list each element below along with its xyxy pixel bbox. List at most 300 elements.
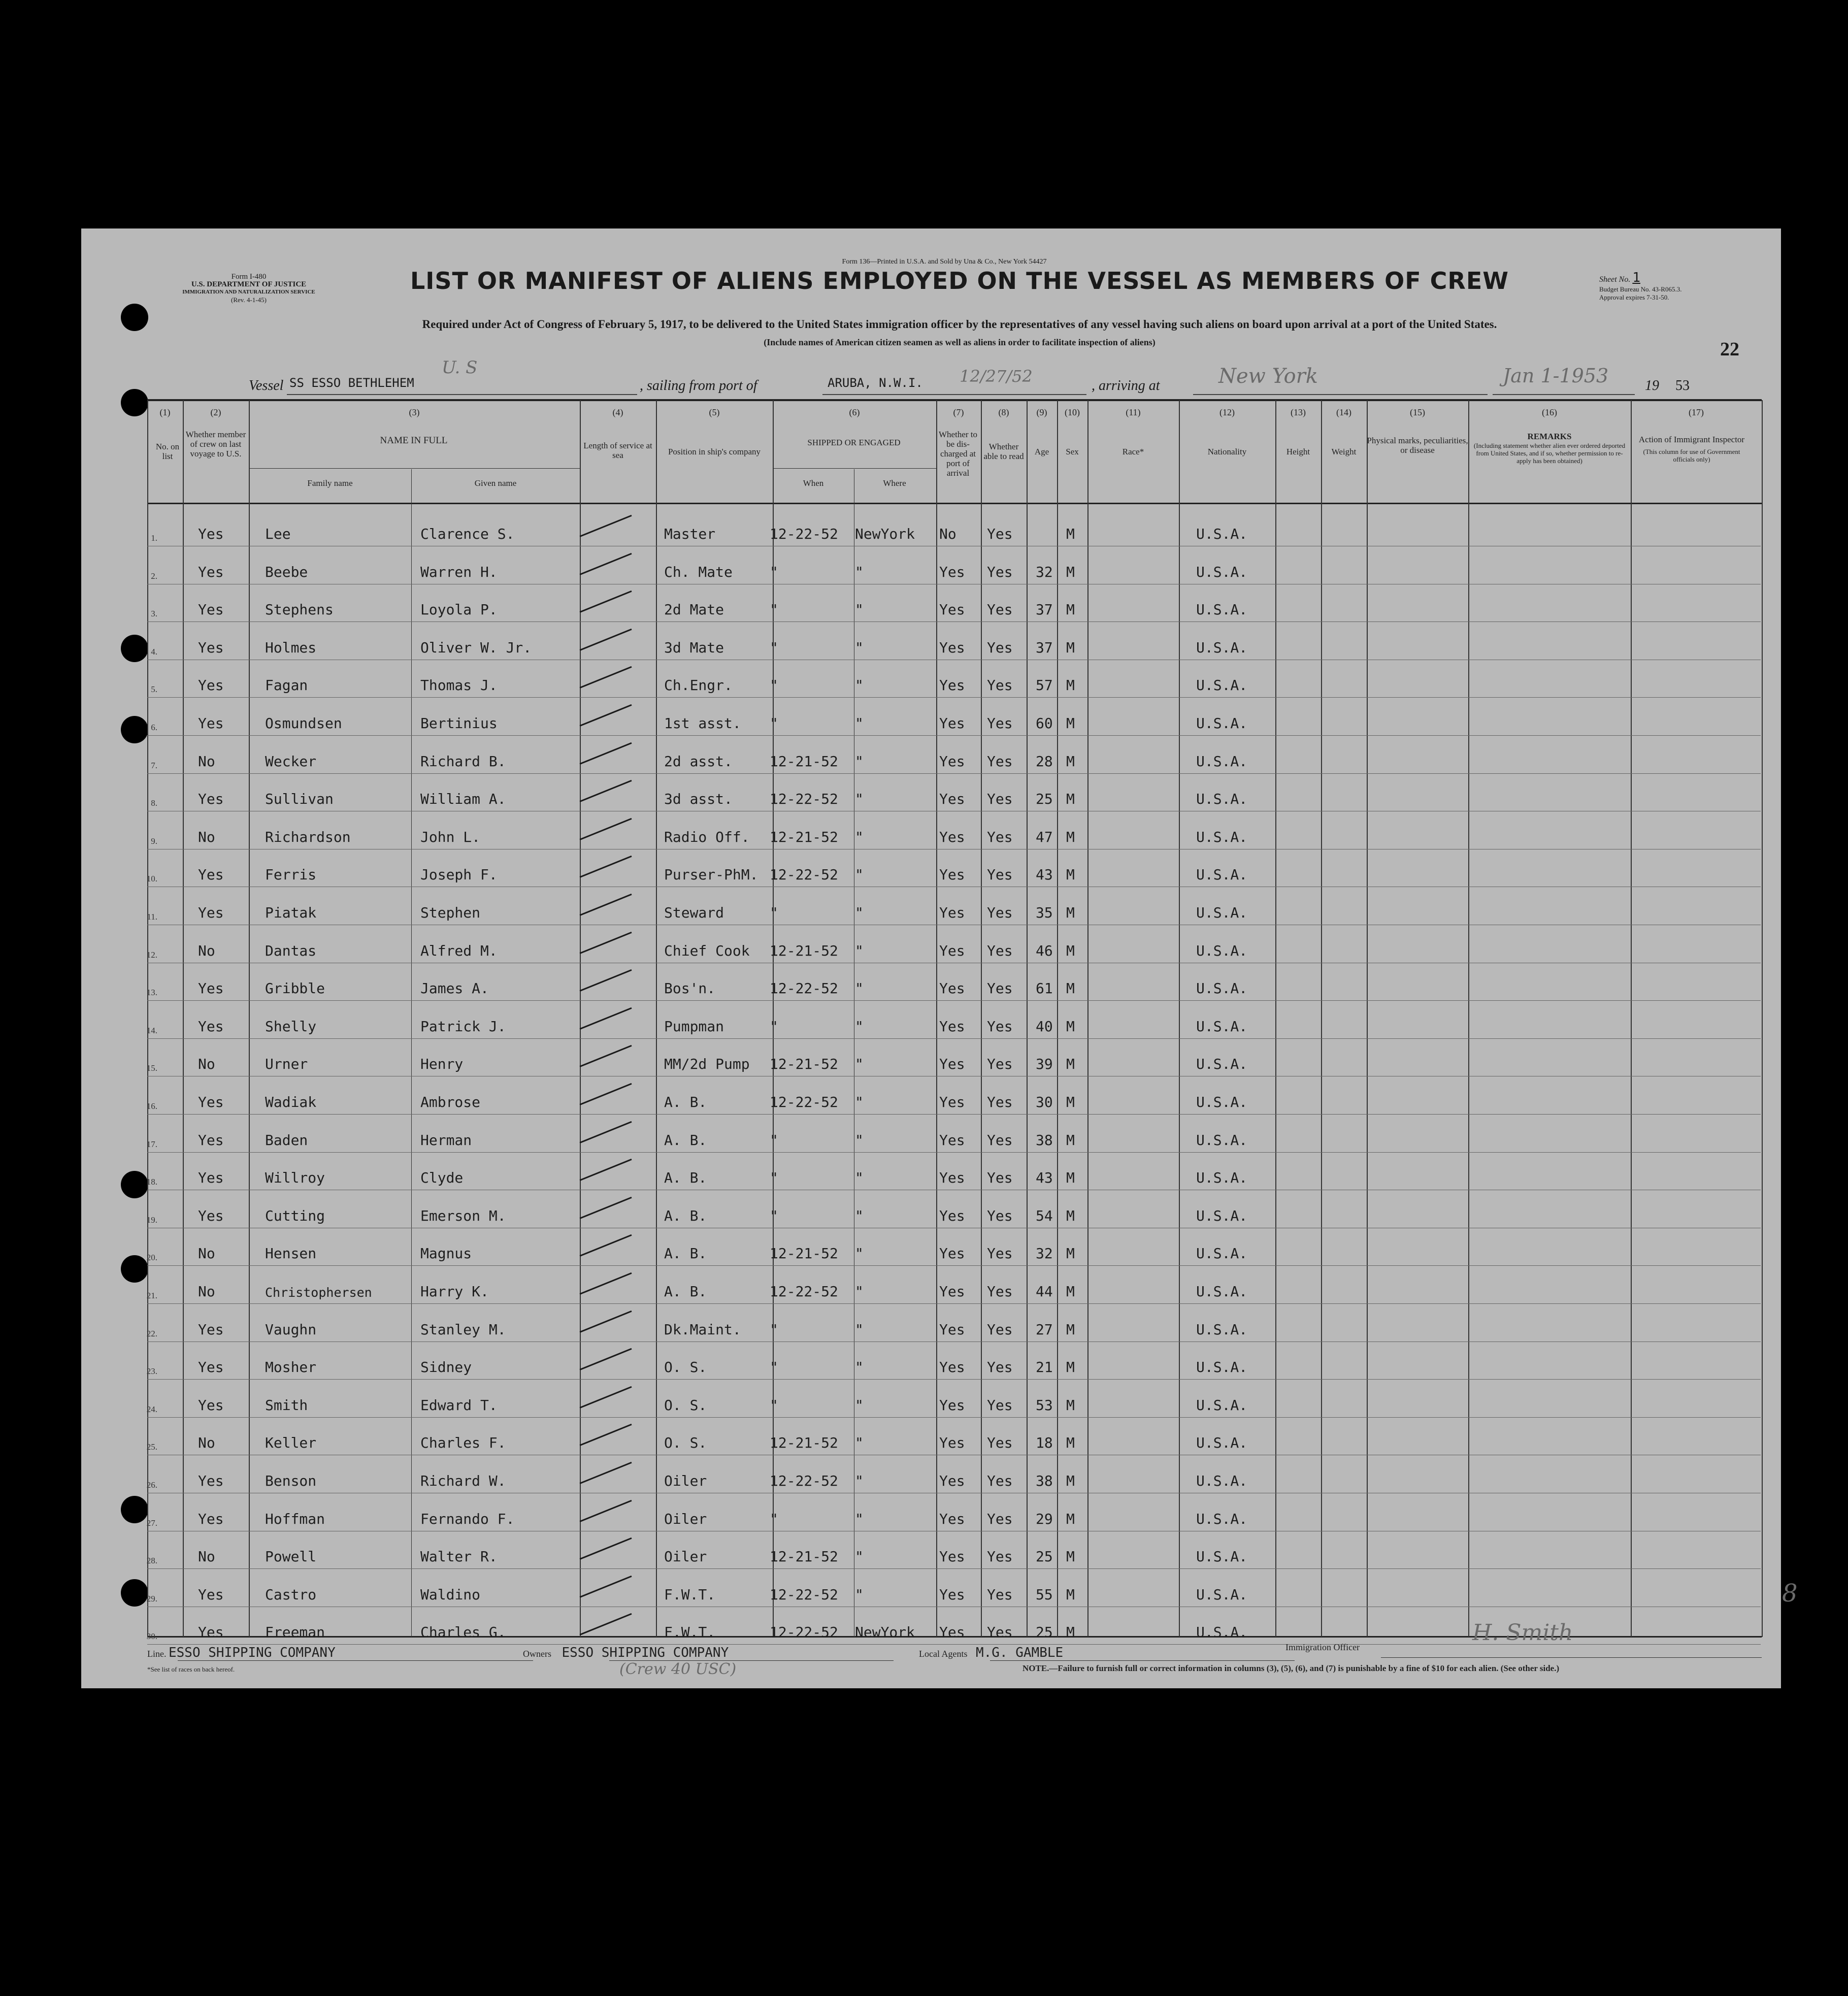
member-cell: Yes <box>198 1169 224 1187</box>
column-number: (16) <box>1542 407 1557 417</box>
discharged-cell: Yes <box>939 1473 965 1489</box>
able-to-read-cell: Yes <box>987 1473 1013 1489</box>
given-name-cell: William A. <box>420 791 506 808</box>
footer-note: NOTE.—Failure to furnish full or correct information in columns (3), (5), (6), and (7) is punishable by a fine of $10 for each alien. (See other side.) <box>1022 1663 1560 1673</box>
row-number: 21. <box>146 1291 157 1300</box>
when-cell: 12-21-52 <box>770 1056 838 1073</box>
age-cell: 35 <box>1036 904 1053 921</box>
able-to-read-cell: Yes <box>987 1207 1013 1224</box>
where-cell: " <box>855 904 864 921</box>
where-cell: " <box>855 752 864 770</box>
table-row <box>81 812 1781 849</box>
position-cell: Ch. Mate <box>664 563 733 580</box>
where-cell: " <box>855 1510 864 1527</box>
member-cell: Yes <box>198 1094 224 1110</box>
position-cell: Master <box>664 526 716 542</box>
service-tick-mark <box>579 666 632 689</box>
where-cell: " <box>855 1548 864 1565</box>
given-name-cell: Sidney <box>420 1359 472 1376</box>
table-row <box>81 509 1781 546</box>
discharged-cell: Yes <box>939 1131 965 1149</box>
where-cell: " <box>855 1245 864 1262</box>
when-cell: 12-22-52 <box>770 1473 838 1489</box>
where-cell: " <box>855 1169 864 1187</box>
when-cell: " <box>770 1321 778 1338</box>
where-cell: " <box>855 563 864 580</box>
table-row <box>81 1342 1781 1380</box>
line-underline <box>178 1660 533 1661</box>
dept-service: IMMIGRATION AND NATURALIZATION SERVICE <box>182 289 315 295</box>
shipped-subheader-rule <box>773 468 936 469</box>
nationality-cell: U.S.A. <box>1196 1094 1248 1110</box>
vessel-name: SS ESSO BETHLEHEM <box>289 376 414 390</box>
sex-cell: M <box>1066 1396 1075 1414</box>
discharged-cell: Yes <box>939 1434 965 1452</box>
position-cell: 3d Mate <box>664 639 724 656</box>
family-name-cell: Shelly <box>265 1018 317 1035</box>
footer-owners <box>523 1645 729 1660</box>
given-name-cell: Oliver W. Jr. <box>420 639 532 656</box>
given-name-cell: Thomas J. <box>420 677 498 694</box>
able-to-read-cell: Yes <box>987 1018 1013 1035</box>
owners-label: Owners <box>523 1649 551 1659</box>
service-tick-mark <box>579 856 632 878</box>
where-cell: " <box>855 639 864 656</box>
given-name-cell: Warren H. <box>420 563 498 580</box>
races-note: *See list of races on back hereof. <box>147 1665 235 1673</box>
row-number: 14. <box>146 1025 157 1035</box>
age-cell: 18 <box>1036 1434 1053 1452</box>
given-name-cell: Emerson M. <box>420 1207 506 1224</box>
age-cell: 21 <box>1036 1359 1053 1376</box>
member-cell: Yes <box>198 563 224 580</box>
sex-cell: M <box>1066 1321 1075 1338</box>
service-tick-mark <box>579 552 632 575</box>
nationality-cell: U.S.A. <box>1196 1359 1248 1376</box>
when-cell: " <box>770 639 778 656</box>
nationality-cell: U.S.A. <box>1196 904 1248 921</box>
page-number: 22 <box>1720 339 1739 360</box>
age-cell: 25 <box>1036 1548 1053 1565</box>
service-tick-mark <box>579 742 632 764</box>
given-name-cell: Clyde <box>420 1169 464 1187</box>
table-row <box>81 1191 1781 1228</box>
service-tick-mark <box>579 780 632 802</box>
position-cell: A. B. <box>664 1245 707 1262</box>
able-to-read-cell: Yes <box>987 1434 1013 1452</box>
column-number: (7) <box>953 407 964 417</box>
header-family-name: Family name <box>307 478 353 488</box>
member-cell: Yes <box>198 1321 224 1338</box>
form-subtitle: Required under Act of Congress of February 5, 1917, to be delivered to the United States immigration officer by the representatives of any vessel having such aliens on board upon arrival at a port of the United States. <box>422 318 1497 331</box>
position-cell: Oiler <box>664 1548 707 1565</box>
nationality-cell: U.S.A. <box>1196 1473 1248 1489</box>
where-cell: " <box>855 828 864 845</box>
owners-handwritten: (Crew 40 USC) <box>619 1660 737 1678</box>
service-tick-mark <box>579 1310 632 1332</box>
table-row <box>81 1569 1781 1607</box>
member-cell: Yes <box>198 1018 224 1035</box>
where-cell: " <box>855 1321 864 1338</box>
header-action-detail: (This column for use of Government officials only) <box>1643 448 1740 463</box>
when-cell: " <box>770 1207 778 1224</box>
header-shipped-engaged: SHIPPED OR ENGAGED <box>807 438 901 447</box>
nationality-cell: U.S.A. <box>1196 1056 1248 1073</box>
footer-line <box>147 1645 336 1660</box>
member-cell: Yes <box>198 791 224 808</box>
family-name-cell: Hoffman <box>265 1510 325 1527</box>
discharged-cell: No <box>939 526 956 542</box>
name-subheader-rule <box>249 468 580 469</box>
age-cell: 27 <box>1036 1321 1053 1338</box>
header-action: Action of Immigrant Inspector <box>1638 435 1745 444</box>
row-number: 29. <box>146 1593 157 1604</box>
corner-mark: 8 <box>1782 1579 1798 1608</box>
where-cell: " <box>855 677 864 694</box>
age-cell: 46 <box>1036 942 1053 959</box>
nationality-cell: U.S.A. <box>1196 677 1248 694</box>
age-cell: 60 <box>1036 715 1053 732</box>
given-name-cell: Waldino <box>420 1586 481 1603</box>
family-name-cell: Ferris <box>265 866 317 884</box>
discharged-cell: Yes <box>939 752 965 770</box>
able-to-read-cell: Yes <box>987 1624 1013 1641</box>
position-cell: Chief Cook <box>664 942 750 959</box>
age-cell: 38 <box>1036 1473 1053 1489</box>
family-name-cell: Osmundsen <box>265 715 342 732</box>
where-cell: " <box>855 601 864 618</box>
discharged-cell: Yes <box>939 1586 965 1603</box>
able-to-read-cell: Yes <box>987 1169 1013 1187</box>
row-number: 4. <box>151 646 157 657</box>
table-row <box>81 1001 1781 1039</box>
column-number: (10) <box>1065 407 1080 417</box>
discharged-cell: Yes <box>939 1056 965 1073</box>
row-number: 17. <box>146 1139 157 1149</box>
column-number: (17) <box>1689 407 1704 417</box>
table-row <box>81 926 1781 963</box>
nationality-cell: U.S.A. <box>1196 639 1248 656</box>
given-name-cell: James A. <box>420 980 489 997</box>
service-tick-mark <box>579 704 632 727</box>
age-cell: 32 <box>1036 563 1053 580</box>
position-cell: F.W.T. <box>664 1586 716 1603</box>
family-name-cell: Richardson <box>265 828 351 845</box>
sex-cell: M <box>1066 942 1075 959</box>
where-cell: NewYork <box>855 526 915 542</box>
line-label: Line. <box>147 1649 167 1659</box>
given-name-cell: Joseph F. <box>420 866 498 884</box>
officer-label: Immigration Officer <box>1285 1642 1360 1652</box>
nationality-cell: U.S.A. <box>1196 1586 1248 1603</box>
discharged-cell: Yes <box>939 715 965 732</box>
row-number: 23. <box>146 1366 157 1377</box>
service-tick-mark <box>579 1045 632 1067</box>
row-number: 18. <box>146 1177 157 1187</box>
member-cell: No <box>198 1056 215 1073</box>
table-row <box>81 1531 1781 1569</box>
given-name-cell: John L. <box>420 828 481 845</box>
family-name-cell: Beebe <box>265 563 308 580</box>
column-number: (13) <box>1291 407 1306 417</box>
able-to-read-cell: Yes <box>987 677 1013 694</box>
row-number: 9. <box>151 836 157 846</box>
year-suffix: 53 <box>1675 378 1690 394</box>
row-number: 25. <box>146 1442 157 1452</box>
table-header-rule <box>147 503 1762 504</box>
nationality-cell: U.S.A. <box>1196 1321 1248 1338</box>
discharged-cell: Yes <box>939 1094 965 1110</box>
service-tick-mark <box>579 1499 632 1522</box>
table-row <box>81 1039 1781 1076</box>
header-nationality: Nationality <box>1207 447 1247 456</box>
row-number: 7. <box>151 760 157 770</box>
member-cell: Yes <box>198 980 224 997</box>
sex-cell: M <box>1066 1473 1075 1489</box>
family-name-cell: Cutting <box>265 1207 325 1224</box>
sex-cell: M <box>1066 828 1075 845</box>
given-name-cell: Charles G. <box>420 1624 506 1641</box>
footer-agents <box>919 1645 1063 1660</box>
when-cell: 12-22-52 <box>770 1283 838 1300</box>
column-number: (1) <box>159 407 171 417</box>
age-cell: 39 <box>1036 1056 1053 1073</box>
discharged-cell: Yes <box>939 1548 965 1565</box>
sex-cell: M <box>1066 1131 1075 1149</box>
family-name-cell: Smith <box>265 1396 308 1414</box>
row-number: 13. <box>146 988 157 998</box>
sex-cell: M <box>1066 1094 1075 1110</box>
service-tick-mark <box>579 1576 632 1598</box>
able-to-read-cell: Yes <box>987 1245 1013 1262</box>
form-dept-block <box>142 273 355 304</box>
discharged-cell: Yes <box>939 677 965 694</box>
given-name-cell: Bertinius <box>420 715 498 732</box>
position-cell: O. S. <box>664 1396 707 1414</box>
row-number: 6. <box>151 723 157 732</box>
member-cell: Yes <box>198 1359 224 1376</box>
member-cell: Yes <box>198 677 224 694</box>
position-cell: A. B. <box>664 1283 707 1300</box>
nationality-cell: U.S.A. <box>1196 1283 1248 1300</box>
discharged-cell: Yes <box>939 1245 965 1262</box>
family-name-cell: Gribble <box>265 980 325 997</box>
able-to-read-cell: Yes <box>987 1548 1013 1565</box>
when-cell: " <box>770 904 778 921</box>
nationality-cell: U.S.A. <box>1196 1396 1248 1414</box>
row-number: 24. <box>146 1404 157 1414</box>
service-tick-mark <box>579 1272 632 1295</box>
service-tick-mark <box>579 1121 632 1143</box>
family-name-cell: Willroy <box>265 1169 325 1187</box>
given-name-cell: Henry <box>420 1056 464 1073</box>
column-number: (5) <box>709 407 720 417</box>
position-cell: Ch.Engr. <box>664 677 733 694</box>
header-weight: Weight <box>1331 447 1357 456</box>
discharged-cell: Yes <box>939 828 965 845</box>
age-cell: 40 <box>1036 1018 1053 1035</box>
header-remarks: REMARKS <box>1527 432 1572 441</box>
vessel-underline <box>287 394 637 395</box>
where-cell: " <box>855 1396 864 1414</box>
where-cell: " <box>855 715 864 732</box>
when-cell: 12-21-52 <box>770 1245 838 1262</box>
service-tick-mark <box>579 1083 632 1105</box>
able-to-read-cell: Yes <box>987 828 1013 845</box>
table-row <box>81 1456 1781 1493</box>
sex-cell: M <box>1066 1586 1075 1603</box>
able-to-read-cell: Yes <box>987 715 1013 732</box>
port-underline <box>822 394 1086 395</box>
family-name-cell: Holmes <box>265 639 317 656</box>
discharged-cell: Yes <box>939 1510 965 1527</box>
row-number: 15. <box>146 1063 157 1073</box>
nationality-cell: U.S.A. <box>1196 980 1248 997</box>
sex-cell: M <box>1066 1283 1075 1300</box>
member-cell: Yes <box>198 1624 224 1641</box>
owners-value: ESSO SHIPPING COMPANY <box>562 1645 729 1660</box>
table-row <box>81 1077 1781 1115</box>
sex-cell: M <box>1066 866 1075 884</box>
header-race: Race* <box>1122 447 1144 456</box>
nationality-cell: U.S.A. <box>1196 1434 1248 1452</box>
discharged-cell: Yes <box>939 1169 965 1187</box>
column-number: (15) <box>1410 407 1425 417</box>
when-cell: " <box>770 563 778 580</box>
agents-label: Local Agents <box>919 1649 968 1659</box>
sailing-label: , sailing from port of <box>640 378 757 394</box>
dept-name: U.S. DEPARTMENT OF JUSTICE <box>191 280 307 288</box>
row-number: 12. <box>146 950 157 960</box>
service-tick-mark <box>579 931 632 954</box>
family-name-cell: Wecker <box>265 752 317 770</box>
row-number: 11. <box>147 912 157 922</box>
service-tick-mark <box>579 1424 632 1446</box>
able-to-read-cell: Yes <box>987 791 1013 808</box>
able-to-read-cell: Yes <box>987 752 1013 770</box>
able-to-read-cell: Yes <box>987 1586 1013 1603</box>
form-id: Form I-480 <box>231 273 267 281</box>
header-no-on-list: No. on list <box>155 442 180 461</box>
sheet-info <box>1599 270 1752 302</box>
service-tick-mark <box>579 629 632 651</box>
discharged-cell: Yes <box>939 791 965 808</box>
able-to-read-cell: Yes <box>987 866 1013 884</box>
family-name-cell: Stephens <box>265 601 334 618</box>
when-cell: 12-22-52 <box>770 1624 838 1641</box>
able-to-read-cell: Yes <box>987 639 1013 656</box>
sheet-label: Sheet No. <box>1599 275 1631 284</box>
service-tick-mark <box>579 818 632 840</box>
position-cell: Oiler <box>664 1473 707 1489</box>
given-name-cell: Herman <box>420 1131 472 1149</box>
where-cell: " <box>855 980 864 997</box>
year-prefix: 19 <box>1645 378 1659 394</box>
where-cell: " <box>855 1586 864 1603</box>
sex-cell: M <box>1066 752 1075 770</box>
where-cell: " <box>855 1018 864 1035</box>
agents-underline <box>990 1660 1295 1661</box>
given-name-cell: Stanley M. <box>420 1321 506 1338</box>
header-when: When <box>803 478 824 488</box>
when-cell: 12-21-52 <box>770 1434 838 1452</box>
where-cell: " <box>855 1359 864 1376</box>
nationality-cell: U.S.A. <box>1196 1624 1248 1641</box>
sex-cell: M <box>1066 601 1075 618</box>
table-row <box>81 1266 1781 1304</box>
age-cell: 32 <box>1036 1245 1053 1262</box>
header-name-in-full: NAME IN FULL <box>380 435 448 446</box>
able-to-read-cell: Yes <box>987 1396 1013 1414</box>
table-row <box>81 849 1781 887</box>
family-name-cell: Castro <box>265 1586 317 1603</box>
discharged-cell: Yes <box>939 866 965 884</box>
family-name-cell: Vaughn <box>265 1321 317 1338</box>
punch-hole <box>121 389 148 416</box>
table-row <box>81 547 1781 584</box>
sex-cell: M <box>1066 791 1075 808</box>
position-cell: Oiler <box>664 1510 707 1527</box>
able-to-read-cell: Yes <box>987 1131 1013 1149</box>
family-name-cell: Keller <box>265 1434 317 1452</box>
family-name-cell: Hensen <box>265 1245 317 1262</box>
where-cell: " <box>855 1473 864 1489</box>
table-row <box>81 963 1781 1001</box>
sex-cell: M <box>1066 980 1075 997</box>
when-cell: " <box>770 601 778 618</box>
when-cell: 12-21-52 <box>770 752 838 770</box>
given-name-cell: Alfred M. <box>420 942 498 959</box>
column-number: (9) <box>1036 407 1047 417</box>
position-cell: O. S. <box>664 1359 707 1376</box>
discharged-cell: Yes <box>939 1624 965 1641</box>
nationality-cell: U.S.A. <box>1196 942 1248 959</box>
given-name-cell: Fernando F. <box>420 1510 515 1527</box>
table-row <box>81 1304 1781 1342</box>
member-cell: Yes <box>198 1510 224 1527</box>
when-cell: " <box>770 1131 778 1149</box>
able-to-read-cell: Yes <box>987 1510 1013 1527</box>
age-cell: 28 <box>1036 752 1053 770</box>
when-cell: " <box>770 1018 778 1035</box>
family-name-cell: Freeman <box>265 1624 325 1641</box>
position-cell: Pumpman <box>664 1018 724 1035</box>
member-cell: Yes <box>198 526 224 542</box>
able-to-read-cell: Yes <box>987 563 1013 580</box>
table-row <box>81 888 1781 925</box>
table-row <box>81 698 1781 736</box>
age-cell: 55 <box>1036 1586 1053 1603</box>
header-discharged: Whether to be dis-charged at port of arrival <box>939 430 977 478</box>
manifest-sheet <box>81 228 1798 1688</box>
row-number: 20. <box>146 1253 157 1263</box>
position-cell: Steward <box>664 904 724 921</box>
age-cell: 25 <box>1036 1624 1053 1641</box>
able-to-read-cell: Yes <box>987 601 1013 618</box>
where-cell: " <box>855 1207 864 1224</box>
when-cell: 12-22-52 <box>770 1586 838 1603</box>
family-name-cell: Urner <box>265 1056 308 1073</box>
family-name-cell: Fagan <box>265 677 308 694</box>
age-cell: 43 <box>1036 866 1053 884</box>
age-cell: 47 <box>1036 828 1053 845</box>
when-cell: 12-21-52 <box>770 828 838 845</box>
line-value: ESSO SHIPPING COMPANY <box>169 1645 336 1660</box>
family-name-cell: Christophersen <box>265 1285 372 1300</box>
sex-cell: M <box>1066 1548 1075 1565</box>
header-where: Where <box>883 478 906 488</box>
given-name-cell: Loyola P. <box>420 601 498 618</box>
